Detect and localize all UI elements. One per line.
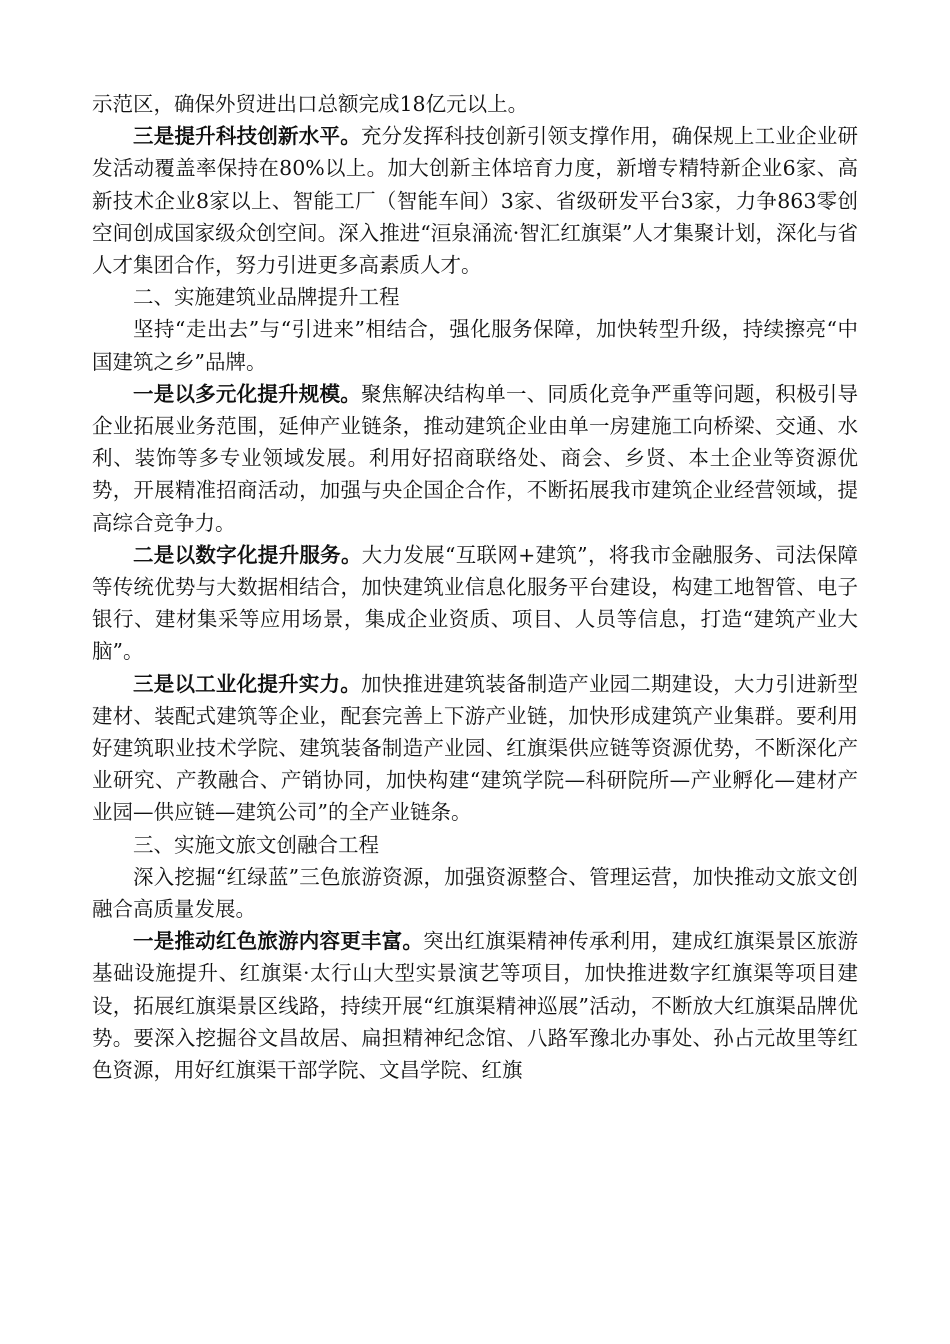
paragraph-body: 加快推进建筑装备制造产业园二期建设，大力引进新型建材、装配式建筑等企业，配套完善上下游产业链，加快形成建筑产业集群。要利用好建筑职业技术学院、建筑装备制造产业园、红旗渠供应链等资源优势，不断深化产业研究、产教融合、产销协同，加快构建“建筑学院—科研院所—产业孵化—建材产业园—供应链—建筑公司”的全产业链条。 [92,671,859,825]
paragraph-construction-intro: 坚持“走出去”与“引进来”相结合，强化服务保障，加快转型升级，持续擦亮“中国建筑之乡”品牌。 [92,317,858,374]
paragraph-lead: 一是以多元化提升规模。 [133,381,361,406]
paragraph-body: 大力发展“互联网+建筑”，将我市金融服务、司法保障等传统优势与大数据相结合，加快建筑业信息化服务平台建设，构建工地智管、电子银行、建材集采等应用场景，集成企业资质、项目、人员等信息，打造“建筑产业大脑”。 [92,542,859,664]
paragraph-red-tourism [92,925,858,1086]
paragraph-diversification [92,378,858,539]
paragraph-tech-innovation [92,120,858,281]
paragraph-digitalization [92,539,858,668]
paragraph-lead: 二是以数字化提升服务。 [133,542,362,567]
paragraph-body: 突出红旗渠精神传承利用，建成红旗渠景区旅游基础设施提升、红旗渠·太行山大型实景演艺等项目，加快推进数字红旗渠等项目建设，拓展红旗渠景区线路，持续开展“红旗渠精神巡展”活动，不断放大红旗渠品牌优势。要深入挖掘谷文昌故居、扁担精神纪念馆、八路军豫北办事处、孙占元故里等红色资源，用好红旗渠干部学院、文昌学院、红旗 [92,929,859,1083]
document-page [92,88,858,1086]
paragraph-body: 充分发挥科技创新引领支撑作用，确保规上工业企业研发活动覆盖率保持在80%以上。加大创新主体培育力度，新增专精特新企业6家、高新技术企业8家以上、智能工厂（智能车间）3家、省级研发平台3家，力争863零创空间创成国家级众创空间。深入推进“洹泉涌流·智汇红旗渠”人才集聚计划，深化与省人才集团合作，努力引进更多高素质人才。 [92,124,859,278]
section-heading-culture-tourism: 三、实施文旅文创融合工程 [133,832,379,857]
paragraph-body: 聚焦解决结构单一、同质化竞争严重等问题，积极引导企业拓展业务范围，延伸产业链条，推动建筑企业由单一房建施工向桥梁、交通、水利、装饰等多专业领域发展。利用好招商联络处、商会、乡贤、本土企业等资源优势，开展精准招商活动，加强与央企国企合作，不断拓展我市建筑企业经营领域，提高综合竞争力。 [92,381,859,535]
section-heading-construction: 二、实施建筑业品牌提升工程 [133,285,400,310]
paragraph-tourism-intro: 深入挖掘“红绿蓝”三色旅游资源，加强资源整合、管理运营，加快推动文旅文创融合高质量发展。 [92,864,858,922]
paragraph-industrialization [92,668,858,829]
paragraph-lead: 一是推动红色旅游内容更丰富。 [133,929,424,954]
paragraph-lead: 三是以工业化提升实力。 [133,671,361,696]
paragraph-lead: 三是提升科技创新水平。 [133,124,361,149]
paragraph-continuation: 示范区，确保外贸进出口总额完成18亿元以上。 [92,92,529,116]
